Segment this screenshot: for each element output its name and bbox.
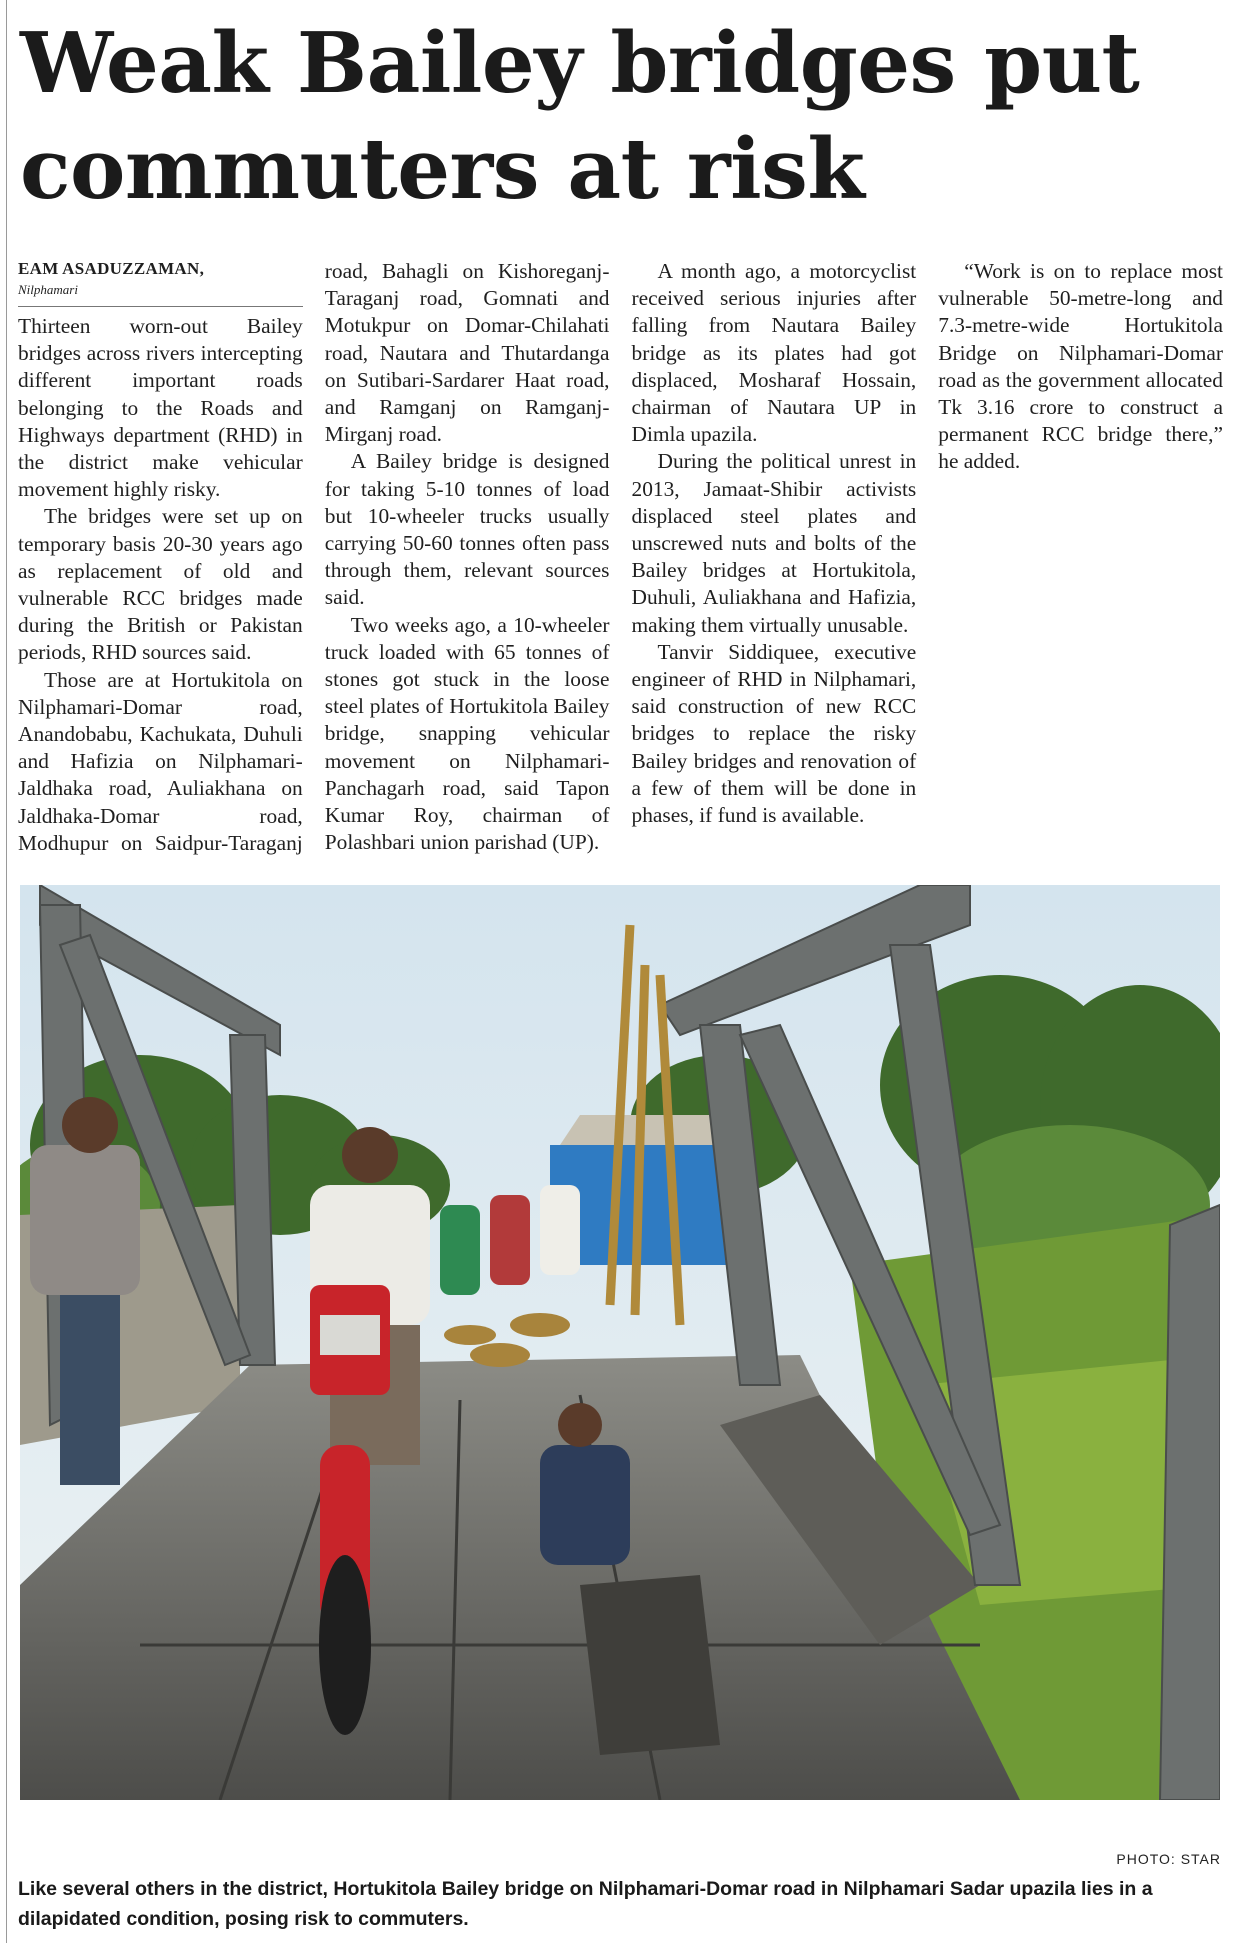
- bridge-photo: [20, 885, 1220, 1800]
- article-paragraph: Those are at Hortukitola on Nilphamari-Domar road, Anandobabu, Kachukata, Duhuli and Hafizia on Nilphamari-Jaldhaka road, Auliakhana on Jaldhaka-Domar road, Modhupur on Saidpur-Taraganj road, Bahagli on Kishoreganj-Taraganj road, Gomnati and Motukpur on Domar-Chilahati road, Nautara and Thutardanga on Sutibari-Sardarer Haat road, and Ramganj on Ramganj-Mirganj road.: [18, 259, 610, 855]
- headline: Weak Bailey bridges put commuters at risk: [20, 14, 1140, 218]
- article-paragraph: Tanvir Siddiquee, executive engineer of RHD in Nilphamari, said construction of new RCC bridges to replace the risky Bailey bridges and renovation of a few of them will be done in phases, if fund is available.: [631, 639, 917, 828]
- article-paragraph: The bridges were set up on temporary basis 20-30 years ago as replacement of old and vulnerable RCC bridges made during the British or Pakistan periods, RHD sources said.: [18, 504, 303, 665]
- article-paragraph: A month ago, a motorcyclist received serious injuries after falling from Nautara Bailey bridge as its plates had got displaced, Mosharaf Hossain, chairman of Nautara UP in Dimla upazila.: [631, 259, 917, 447]
- byline: EAM ASADUZZAMAN,: [18, 259, 205, 278]
- article-paragraph: Two weeks ago, a 10-wheeler truck loaded with 65 tonnes of stones got stuck in the loose steel plates of Hortukitola Bailey bridge, snapping vehicular movement on Nilphamari-Panchagarh road, said Tapon Kumar Roy, chairman of Polashbari union parishad (UP).: [324, 612, 610, 855]
- byline-rule: [18, 306, 303, 307]
- dateline: Nilphamari: [18, 282, 78, 297]
- photo-credit: PHOTO: STAR: [1116, 1851, 1221, 1867]
- article-paragraph: Thirteen worn-out Bailey bridges across rivers intercepting different important roads belonging to the Roads and Highways department (RHD) in the district make vehicular movement highly risky.: [18, 314, 303, 502]
- article-body: [18, 258, 1223, 858]
- photo-caption: Like several others in the district, Hortukitola Bailey bridge on Nilphamari-Domar road in Nilphamari Sadar upazila lies in a dilapidated condition, posing risk to commuters.: [18, 1878, 1153, 1930]
- page-left-rule: [6, 0, 7, 1943]
- article-paragraph: During the political unrest in 2013, Jamaat-Shibir activists displaced steel plates and unscrewed nuts and bolts of the Bailey bridges at Hortukitola, Duhuli, Auliakhana and Hafizia, making them virtually unusable.: [631, 449, 917, 637]
- article-paragraph: A Bailey bridge is designed for taking 5-10 tonnes of load but 10-wheeler trucks usually carrying 50-60 tonnes often pass through them, relevant sources said.: [324, 449, 610, 610]
- article-paragraph: “Work is on to replace most vulnerable 50-metre-long and 7.3-metre-wide Hortukitola Bridge on Nilphamari-Domar road as the government allocated Tk 3.16 crore to construct a permanent RCC bridge there,” he added.: [938, 259, 1223, 474]
